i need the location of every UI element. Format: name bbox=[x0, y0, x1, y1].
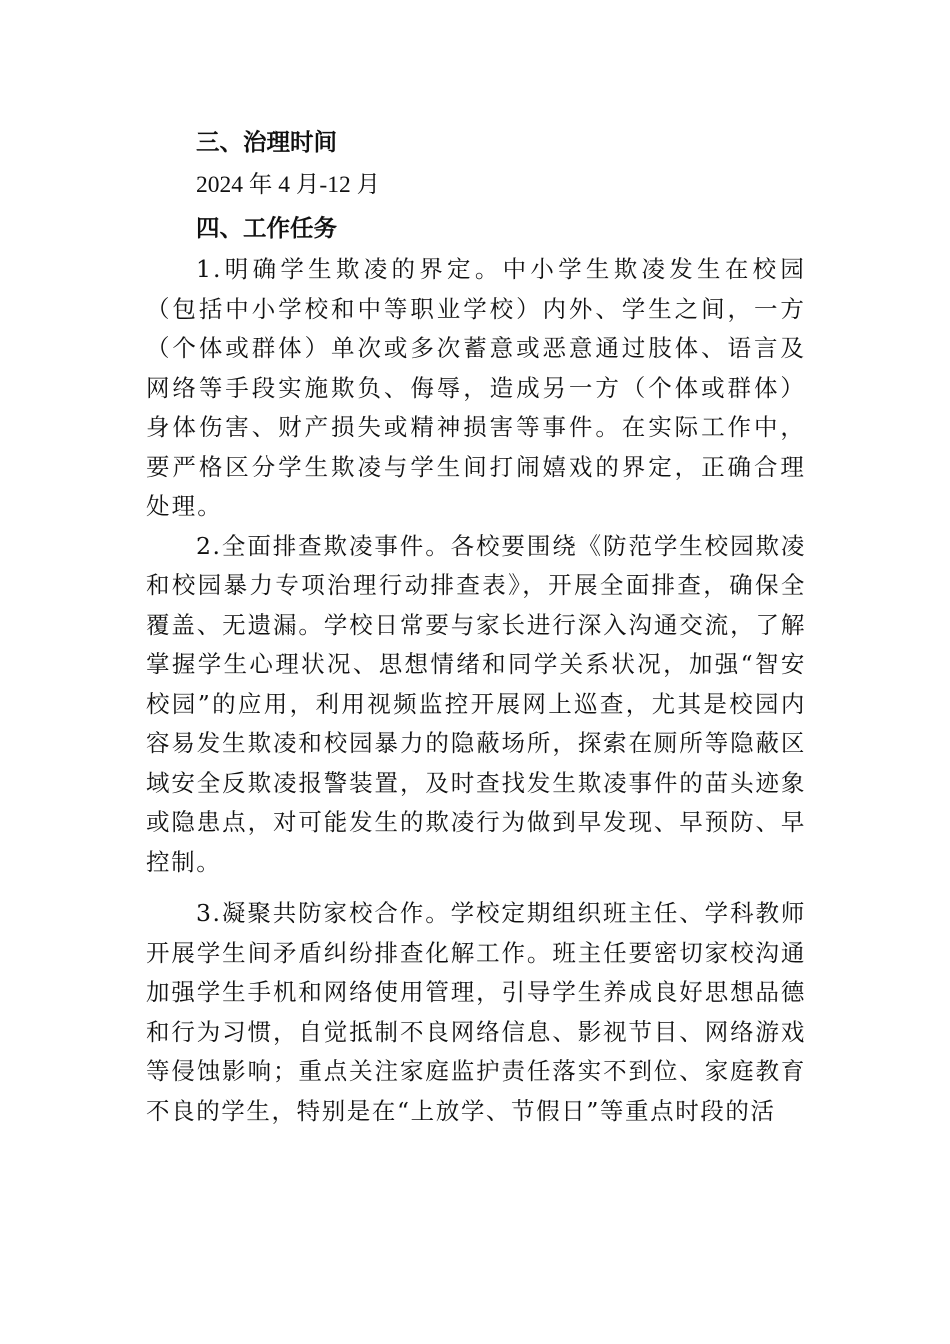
task-item-1: 1.明确学生欺凌的界定。中小学生欺凌发生在校园（包括中小学校和中等职业学校）内外、学生之间，一方（个体或群体）单次或多次蓄意或恶意通过肢体、语言及网络等手段实施欺负、侮辱，造成另一方（个体或群体）身体伤害、财产损失或精神损害等事件。在实际工作中，要严格区分学生欺凌与学生间打闹嬉戏的界定，正确合理处理。 bbox=[146, 255, 806, 520]
task-item-3: 3.凝聚共防家校合作。学校定期组织班主任、学科教师开展学生间矛盾纠纷排查化解工作。班主任要密切家校沟通加强学生手机和网络使用管理，引导学生养成良好思想品德和行为习惯，自觉抵制不良网络信息、影视节目、网络游戏等侵蚀影响；重点关注家庭监护责任落实不到位、家庭教育不良的学生，特别是在“上放学、节假日”等重点时段的活 bbox=[146, 899, 806, 1125]
governance-period: 2024 年 4 月-12 月 bbox=[196, 172, 381, 198]
paragraph-gap bbox=[146, 882, 806, 894]
document-body bbox=[146, 121, 806, 1131]
section-3-heading: 三、治理时间 bbox=[196, 128, 337, 156]
task-item-2: 2.全面排查欺凌事件。各校要围绕《防范学生校园欺凌和校园暴力专项治理行动排查表》，开展全面排查，确保全覆盖、无遗漏。学校日常要与家长进行深入沟通交流，了解掌握学生心理状况、思想情绪和同学关系状况，加强“智安校园”的应用，利用视频监控开展网上巡查，尤其是校园内容易发生欺凌和校园暴力的隐蔽场所，探索在厕所等隐蔽区域安全反欺凌报警装置，及时查找发生欺凌事件的苗头迹象或隐患点，对可能发生的欺凌行为做到早发现、早预防、早控制。 bbox=[146, 531, 806, 876]
section-4-heading: 四、工作任务 bbox=[196, 214, 337, 242]
